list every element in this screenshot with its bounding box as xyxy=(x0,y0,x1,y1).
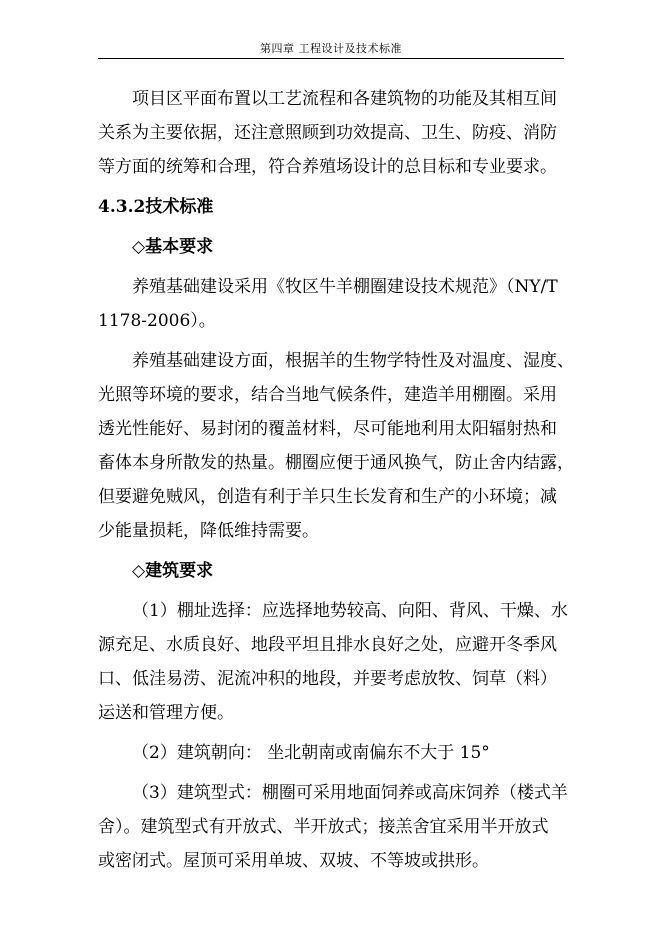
document-body xyxy=(98,82,574,878)
subheading-basic-requirements: ◇基本要求 xyxy=(132,237,214,257)
paragraph-line: 光照等环境的要求，结合当地气候条件，建造羊用棚圈。采用 xyxy=(98,385,557,405)
list-item-line: （2）建筑朝向： 坐北朝南或南偏东不大于 15° xyxy=(132,743,490,763)
paragraph-line: 等方面的统筹和合理，符合养殖场设计的总目标和专业要求。 xyxy=(98,157,557,177)
list-item-line: 舍）。建筑型式有开放式、半开放式；接羔舍宜采用半开放式 xyxy=(98,817,549,837)
list-item-line: 源充足、水质良好、地段平坦且排水良好之处，应避开冬季风 xyxy=(98,635,557,655)
paragraph-line: 养殖基础建设方面，根据羊的生物学特性及对温度、湿度、 xyxy=(132,351,574,371)
list-item-line: （1）棚址选择：应选择地势较高、向阳、背风、干燥、水 xyxy=(132,601,568,621)
section-heading: 4.3.2技术标准 xyxy=(98,197,214,217)
subheading-building-requirements: ◇建筑要求 xyxy=(132,561,214,581)
paragraph-line: 畜体本身所散发的热量。棚圈应便于通风换气，防止舍内结露， xyxy=(98,453,574,473)
paragraph-line: 透光性能好、易封闭的覆盖材料，尽可能地利用太阳辐射热和 xyxy=(98,419,557,439)
list-item-line: 运送和管理方便。 xyxy=(98,703,234,723)
paragraph-line: 1178-2006）。 xyxy=(98,311,216,331)
header-rule xyxy=(98,58,564,59)
list-item-line: 口、低洼易涝、泥流冲积的地段，并要考虑放牧、饲草（料） xyxy=(98,669,557,689)
list-item-line: 或密闭式。屋顶可采用单坡、双坡、不等坡或拱形。 xyxy=(98,851,489,871)
paragraph-line: 但要避免贼风，创造有利于羊只生长发育和生产的小环境；减 xyxy=(98,487,557,507)
list-item-line: （3）建筑型式：棚圈可采用地面饲养或高床饲养（楼式羊 xyxy=(132,783,568,803)
paragraph-line: 养殖基础建设采用《牧区牛羊棚圈建设技术规范》（NY/T xyxy=(132,277,558,297)
paragraph-line: 项目区平面布置以工艺流程和各建筑物的功能及其相互间 xyxy=(132,89,557,109)
page-header: 第四章 工程设计及技术标准 xyxy=(260,42,402,55)
paragraph-line: 关系为主要依据，还注意照顾到功效提高、卫生、防疫、消防 xyxy=(98,123,557,143)
paragraph-line: 少能量损耗，降低维持需要。 xyxy=(98,521,319,541)
